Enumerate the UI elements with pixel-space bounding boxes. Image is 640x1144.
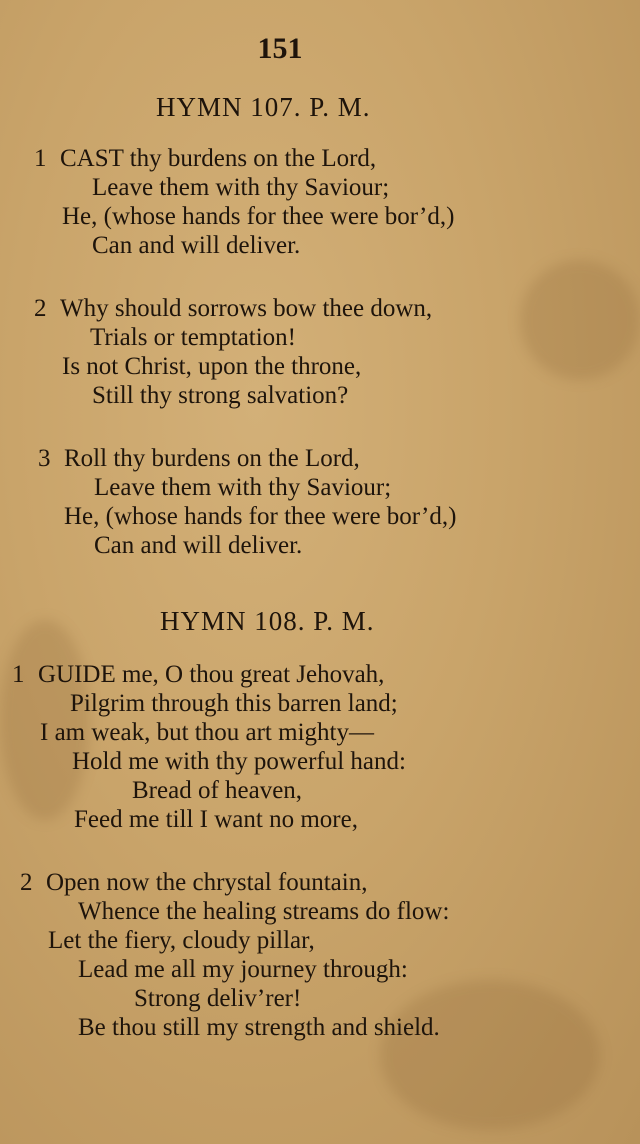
- verse-line: Is not Christ, upon the throne,: [62, 353, 362, 380]
- verse-line: Can and will deliver.: [94, 532, 303, 559]
- verse-line: Feed me till I want no more,: [74, 806, 358, 833]
- verse-line: Can and will deliver.: [92, 232, 301, 259]
- verse-line: Bread of heaven,: [132, 777, 303, 804]
- verse-line: He, (whose hands for thee were bor’d,): [62, 203, 455, 230]
- verse-line: He, (whose hands for thee were bor’d,): [64, 503, 457, 530]
- paper-stain: [520, 260, 640, 380]
- verse-line: Whence the healing streams do flow:: [78, 898, 450, 925]
- verse-line: Still thy strong salvation?: [92, 382, 349, 409]
- hymn-title: HYMN 107. P. M.: [156, 92, 371, 122]
- verse-line: Strong deliv’rer!: [134, 985, 302, 1012]
- verse-line: Leave them with thy Saviour;: [92, 174, 390, 201]
- verse-line: 2 Why should sorrows bow thee down,: [34, 295, 433, 322]
- page-number: 151: [257, 32, 303, 65]
- verse-number: 1: [34, 145, 47, 172]
- verse-number: 2: [20, 869, 33, 896]
- hymn-title: HYMN 108. P. M.: [160, 606, 375, 636]
- paper-stain: [380, 980, 600, 1130]
- verse-line: Hold me with thy powerful hand:: [72, 748, 406, 775]
- verse-line: 1 GUIDE me, O thou great Jehovah,: [12, 661, 385, 688]
- verse-line: 3 Roll thy burdens on the Lord,: [38, 445, 360, 472]
- verse-line: 2 Open now the chrystal fountain,: [20, 869, 368, 896]
- verse-line: Lead me all my journey through:: [78, 956, 408, 983]
- verse-number: 2: [34, 295, 47, 322]
- verse-line: I am weak, but thou art mighty—: [40, 719, 374, 746]
- verse-line: Trials or temptation!: [90, 324, 297, 351]
- verse-line: Leave them with thy Saviour;: [94, 474, 392, 501]
- verse-line: Let the fiery, cloudy pillar,: [48, 927, 315, 954]
- verse-number: 1: [12, 661, 25, 688]
- verse-number: 3: [38, 445, 51, 472]
- verse-line: Be thou still my strength and shield.: [78, 1014, 440, 1041]
- verse-line: 1 CAST thy burdens on the Lord,: [34, 145, 377, 172]
- verse-line: Pilgrim through this barren land;: [70, 690, 398, 717]
